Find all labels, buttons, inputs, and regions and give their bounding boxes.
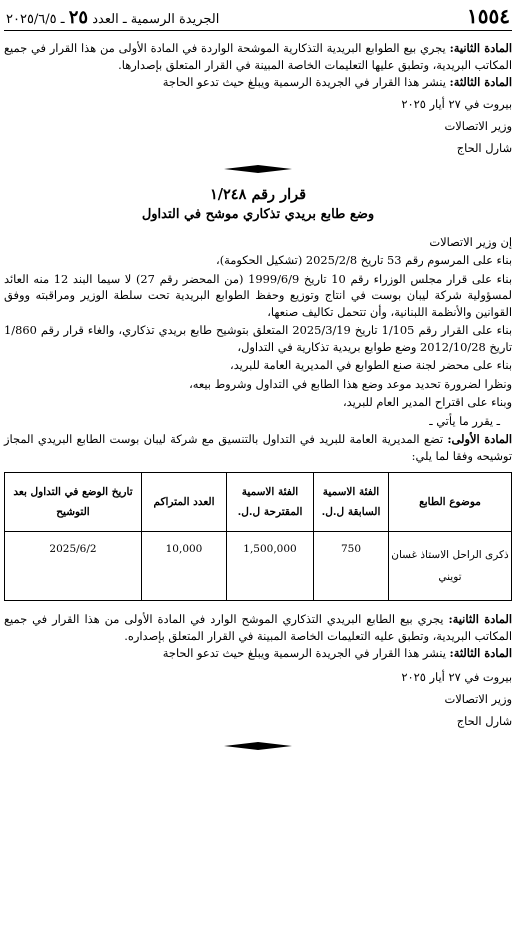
d2-article-3 (4, 645, 512, 662)
d2-recital-1: بناء على المرسوم رقم 53 تاريخ 2025/2/8 (تشكيل الحكومة)، (216, 253, 512, 267)
d2-sig-date: بيروت في ٢٧ أيار ٢٠٢٥ (401, 669, 512, 684)
cell-new-value: 1,500,000 (227, 532, 314, 601)
d2-recital-4: بناء على محضر لجنة صنع الطوابع في المديرية العامة للبريد، (230, 358, 512, 372)
cell-subject: ذكرى الراحل الاستاذ غسان تويني (389, 532, 512, 601)
d1-sig-date: بيروت في ٢٧ أيار ٢٠٢٥ (401, 96, 512, 111)
d2-subject: وضع طابع بريدي تذكاري موشح في التداول (141, 206, 375, 222)
gazette-title (6, 7, 219, 28)
d1-article-3 (4, 74, 512, 91)
gazette-page (4, 0, 512, 752)
d2-article-2 (4, 611, 512, 644)
d1-sig-title: وزير الاتصالات (444, 118, 512, 133)
d2-recital-6: وبناء على اقتراح المدير العام للبريد، (342, 395, 512, 409)
d1-article-2-label: المادة الثانية: (449, 41, 512, 55)
col-subject: موضوع الطابع (389, 473, 512, 532)
cell-old-value: 750 (314, 532, 389, 601)
cell-quantity: 10,000 (142, 532, 227, 601)
d2-intro: إن وزير الاتصالات (429, 234, 512, 249)
d2-article-3-text: ينشر هذا القرار في الجريدة الرسمية ويبلغ حيث تدعو الحاجة (162, 646, 446, 660)
d2-recital-5: ونظرا لضرورة تحديد موعد وضع هذا الطابع في التداول وشروط بيعه، (189, 376, 512, 391)
d2-sig-title: وزير الاتصالات (444, 691, 512, 706)
d1-sig-name: شارل الحاج (456, 140, 512, 155)
d1-article-3-text: ينشر هذا القرار في الجريدة الرسمية ويبلغ حيث تدعو الحاجة (162, 75, 446, 89)
issue-date: ـ ٢٠٢٥/٦/٥ (6, 12, 65, 27)
d2-decides: ـ يقرر ما يأتي ـ (429, 413, 500, 428)
d2-article-1-text: تضع المديرية العامة للبريد في التداول بالتنسيق مع شركة ليبان بوست الطابع البريدي المجاز توشيحه وفقا لما يلي: (4, 432, 512, 463)
cell-issue-date: 2025/6/2 (5, 532, 142, 601)
d1-article-2 (4, 40, 512, 73)
page-header (4, 0, 512, 31)
d2-recital-3: بناء على القرار رقم 1/105 تاريخ 2025/3/19 المتعلق بتوشيح طابع بريدي تذكاري، والغاء قرار رقم 1/860 تاريخ 2012/10/28 وضع طوابع بريدية تذكارية في التداول، (4, 323, 513, 354)
col-issue-date: تاريخ الوضع في التداول بعد التوشيح (5, 473, 142, 532)
col-old-value: الفئة الاسمية السابقة ل.ل. (314, 473, 389, 532)
d2-article-3-label: المادة الثالثة: (449, 646, 512, 660)
gazette-name: الجريدة الرسمية ـ العدد (92, 12, 220, 27)
d2-article-1 (4, 431, 512, 464)
d2-number: قرار رقم ١/٢٤٨ (209, 185, 307, 203)
d1-article-3-label: المادة الثالثة: (449, 75, 512, 89)
d2-recital-2: بناء على قرار مجلس الوزراء رقم 10 تاريخ 1999/6/9 (من المحضر رقم 27) لا سيما البند 12 منه العائد لمسؤولية شركة ليبان بوست في انتاج وتوزيع وحفظ الطوابع البريدية تحت سلطة الوزير ومراقبته ووفق القوانين والأنظمة اللبنانية، وأن تتحمل تكاليف صنعها، (4, 271, 513, 319)
d2-article-2-text: يجري بيع الطابع البريدي التذكاري الموشح الوارد في المادة الأولى من هذا القرار في جميع المكاتب البريدية، وتطبق عليه التعليمات الخاصة المبينة في القرار المتعلق بإصداره. (4, 612, 512, 643)
issue-number: ٢٥ (68, 7, 89, 28)
d1-signature (382, 93, 512, 159)
page-number: ١٥٥٤ (467, 4, 510, 28)
d2-sig-name: شارل الحاج (456, 713, 512, 728)
d2-signature (382, 666, 512, 732)
d2-article-2-label: المادة الثانية: (448, 612, 512, 626)
col-quantity: العدد المتراكم (142, 473, 227, 532)
col-new-value: الفئة الاسمية المقترحة ل.ل. (227, 473, 314, 532)
table-row (5, 532, 512, 601)
d1-article-2-text: يجري بيع الطوابع البريدية التذكارية الموشحة الواردة في المادة الأولى من هذا القرار في جميع المكاتب البريدية، وتطبق عليها التعليمات الخاصة المبينة في القرار المتعلق بإصدارها. (4, 41, 512, 72)
table-header-row (5, 473, 512, 532)
d2-article-1-label: المادة الأولى: (447, 432, 513, 446)
stamp-table (4, 472, 512, 601)
